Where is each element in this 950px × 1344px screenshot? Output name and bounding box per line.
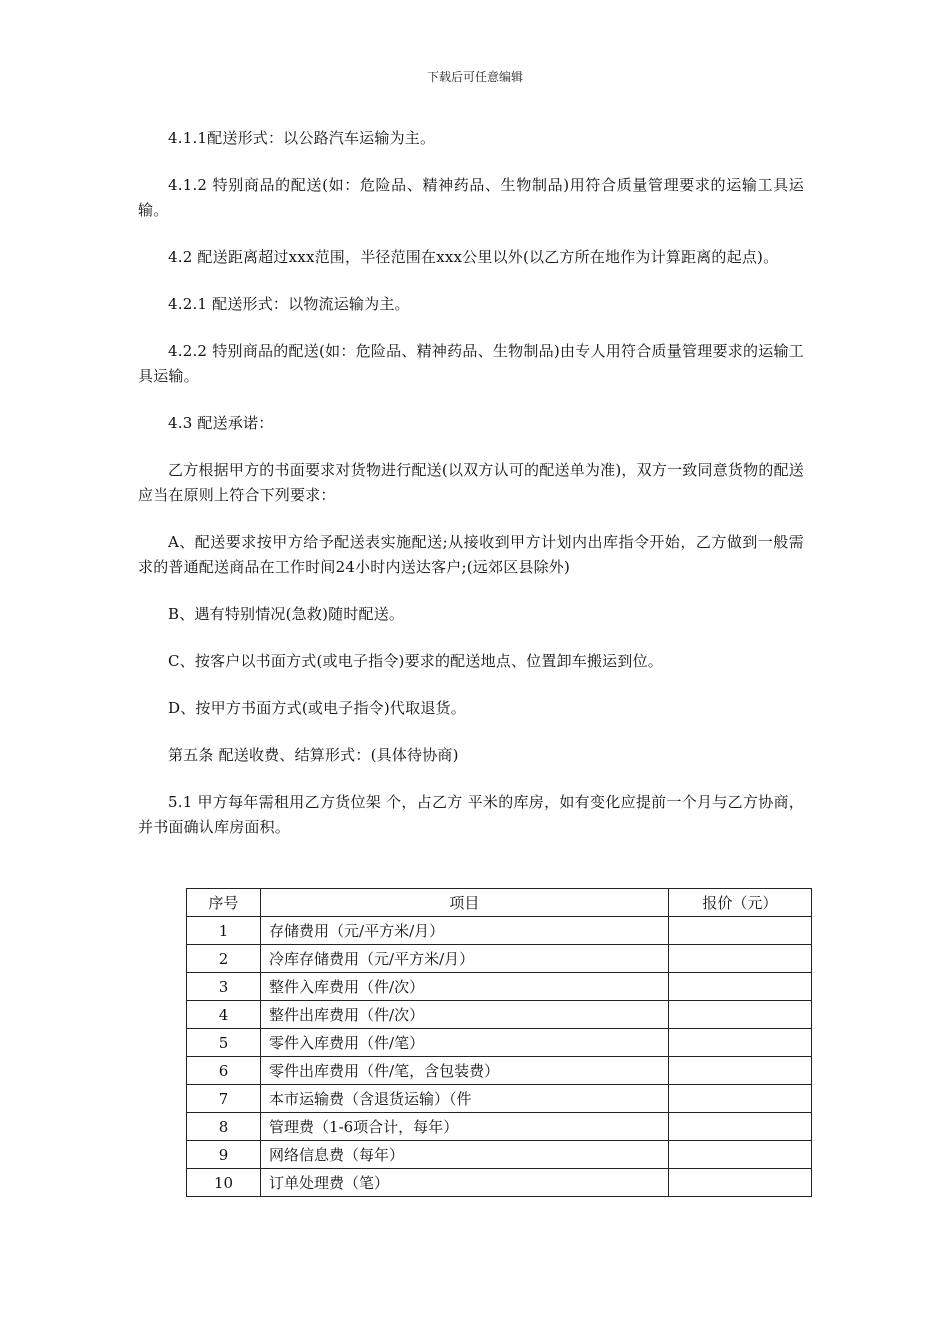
paragraph: 5.1 甲方每年需租用乙方货位架 个，占乙方 平米的库房，如有变化应提前一个月与乙方协商，并书面确认库房面积。	[138, 793, 804, 836]
cell-item: 本市运输费（含退货运输）（件	[261, 1085, 669, 1113]
cell-item: 网络信息费（每年）	[261, 1141, 669, 1169]
cell-item: 存储费用（元/平方米/月）	[261, 917, 669, 945]
paragraph: 4.1.1配送形式：以公路汽车运输为主。	[168, 129, 436, 147]
table-row	[187, 917, 812, 945]
table-row	[187, 973, 812, 1001]
table-body	[187, 917, 812, 1197]
header-cell-no: 序号	[187, 889, 261, 917]
cell-item: 整件入库费用（件/次）	[261, 973, 669, 1001]
cell-price	[668, 1029, 811, 1057]
paragraph: B、遇有特别情况(急救)随时配送。	[168, 605, 405, 623]
paragraph: 4.2.2 特别商品的配送(如：危险品、精神药品、生物制品)由专人用符合质量管理要求的运输工具运输。	[138, 342, 804, 385]
cell-no: 6	[187, 1057, 261, 1085]
fee-table	[186, 888, 812, 1197]
table-row	[187, 1029, 812, 1057]
document-body	[138, 126, 804, 862]
header-cell-price: 报价（元）	[668, 889, 811, 917]
cell-no: 5	[187, 1029, 261, 1057]
cell-price	[668, 945, 811, 973]
cell-no: 1	[187, 917, 261, 945]
cell-item: 冷库存储费用（元/平方米/月）	[261, 945, 669, 973]
cell-price	[668, 1057, 811, 1085]
cell-no: 9	[187, 1141, 261, 1169]
table-row	[187, 1141, 812, 1169]
cell-no: 8	[187, 1113, 261, 1141]
paragraph: A、配送要求按甲方给予配送表实施配送;从接收到甲方计划内出库指令开始，乙方做到一般需求的普通配送商品在工作时间24小时内送达客户;(远郊区县除外)	[138, 533, 804, 576]
table-row	[187, 1057, 812, 1085]
cell-item: 零件出库费用（件/笔，含包装费）	[261, 1057, 669, 1085]
cell-price	[668, 1085, 811, 1113]
paragraph: 乙方根据甲方的书面要求对货物进行配送(以双方认可的配送单为准)，双方一致同意货物的配送应当在原则上符合下列要求：	[138, 461, 804, 504]
cell-no: 4	[187, 1001, 261, 1029]
table-row	[187, 1001, 812, 1029]
cell-item: 订单处理费（笔）	[261, 1169, 669, 1197]
paragraph: D、按甲方书面方式(或电子指令)代取退货。	[168, 699, 466, 717]
table-row	[187, 1113, 812, 1141]
paragraph: C、按客户以书面方式(或电子指令)要求的配送地点、位置卸车搬运到位。	[168, 652, 663, 670]
cell-item: 零件入库费用（件/笔）	[261, 1029, 669, 1057]
paragraph: 4.2.1 配送形式：以物流运输为主。	[168, 295, 410, 313]
cell-no: 10	[187, 1169, 261, 1197]
table-row	[187, 1169, 812, 1197]
table-header-row	[187, 889, 812, 917]
table-row	[187, 1085, 812, 1113]
section-heading: 第五条 配送收费、结算形式：(具体待协商)	[168, 746, 459, 764]
cell-item: 管理费（1-6项合计，每年）	[261, 1113, 669, 1141]
cell-no: 7	[187, 1085, 261, 1113]
cell-price	[668, 1001, 811, 1029]
page-header: 下载后可任意编辑	[426, 70, 523, 84]
cell-no: 2	[187, 945, 261, 973]
cell-price	[668, 1113, 811, 1141]
cell-price	[668, 1141, 811, 1169]
cell-price	[668, 917, 811, 945]
cell-price	[668, 1169, 811, 1197]
cell-item: 整件出库费用（件/次）	[261, 1001, 669, 1029]
table-row	[187, 945, 812, 973]
header-cell-item: 项目	[261, 889, 669, 917]
cell-no: 3	[187, 973, 261, 1001]
paragraph: 4.1.2 特别商品的配送(如：危险品、精神药品、生物制品)用符合质量管理要求的运输工具运输。	[138, 176, 804, 219]
paragraph: 4.3 配送承诺：	[168, 414, 274, 432]
paragraph: 4.2 配送距离超过xxx范围，半径范围在xxx公里以外(以乙方所在地作为计算距离的起点)。	[168, 248, 779, 266]
cell-price	[668, 973, 811, 1001]
